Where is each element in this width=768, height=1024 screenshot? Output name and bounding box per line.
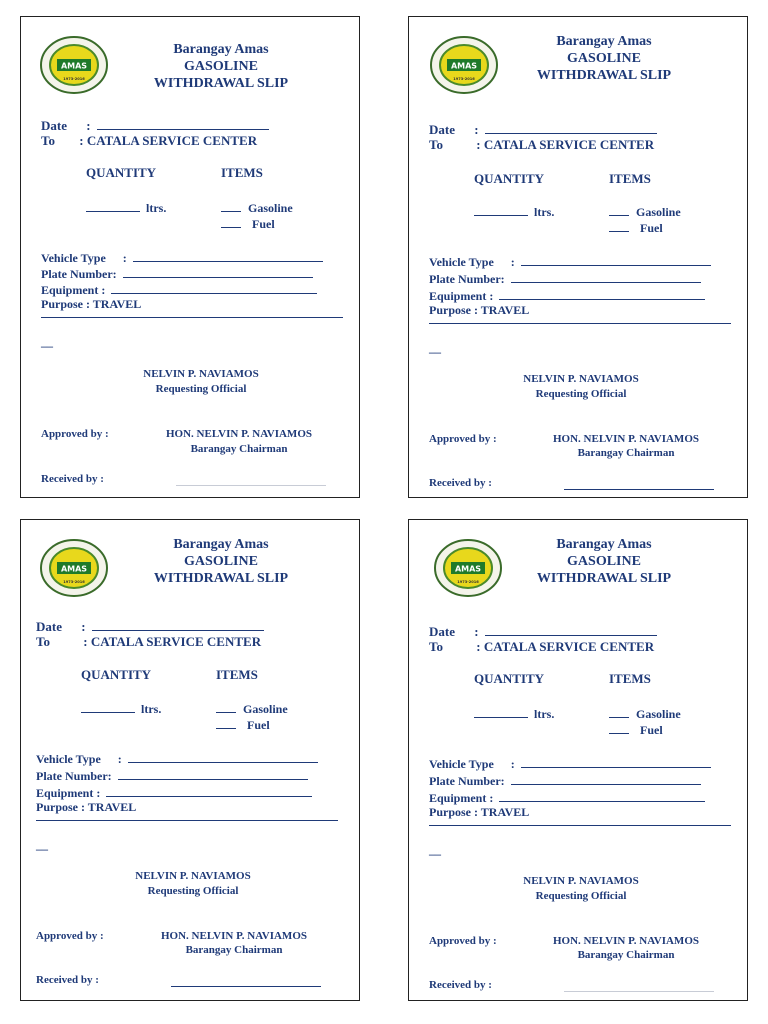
approved-title: Barangay Chairman [577, 447, 675, 459]
equipment-field[interactable] [111, 281, 317, 294]
gasoline-checkline[interactable] [609, 203, 629, 216]
quantity-label: QUANTITY [474, 671, 545, 686]
slip-header: Barangay Amas GASOLINE WITHDRAWAL SLIP [536, 537, 672, 586]
equipment-field[interactable] [499, 287, 705, 300]
svg-text:1973-2016: 1973-2016 [457, 580, 479, 584]
plate-number-field[interactable] [511, 772, 701, 785]
vehicle-type-row: Vehicle Type : [429, 755, 711, 772]
to-row: To : CATALA SERVICE CENTER [36, 634, 262, 649]
items-label: ITEMS [216, 667, 258, 682]
fuel-option: Fuel [609, 219, 663, 236]
liters-row: ltrs. [474, 203, 554, 220]
equipment-field[interactable] [499, 789, 705, 802]
fuel-checkline[interactable] [216, 716, 236, 729]
date-field[interactable] [485, 121, 657, 134]
requesting-title: Requesting Official [535, 890, 627, 902]
to-row: To : CATALA SERVICE CENTER [429, 137, 655, 152]
withdrawal-slip-1 [20, 16, 360, 498]
plate-number-row: Plate Number: [429, 270, 701, 287]
gasoline-option: Gasoline [221, 199, 293, 216]
svg-text:AMAS: AMAS [60, 564, 88, 574]
date-field[interactable] [97, 117, 269, 130]
quantity-label: QUANTITY [86, 165, 157, 180]
equipment-row: Equipment : [36, 784, 312, 801]
items-label: ITEMS [609, 171, 651, 186]
date-field[interactable] [485, 623, 657, 636]
purpose-line[interactable] [36, 820, 338, 821]
items-label: ITEMS [609, 671, 651, 686]
items-label: ITEMS [221, 165, 263, 180]
to-row [41, 133, 257, 149]
requesting-name: NELVIN P. NAVIAMOS [143, 368, 259, 380]
requesting-name: NELVIN P. NAVIAMOS [135, 870, 251, 882]
svg-text:AMAS: AMAS [450, 61, 478, 71]
date-row: Date : [41, 117, 269, 134]
svg-text:1973-2016: 1973-2016 [63, 580, 85, 584]
plate-number-row: Plate Number: [36, 767, 308, 784]
withdrawal-slip-2 [408, 16, 748, 498]
gasoline-checkline[interactable] [216, 700, 236, 713]
received-by-line[interactable] [171, 986, 321, 987]
approved-by-label: Approved by : [36, 930, 104, 942]
gasoline-checkline[interactable] [221, 199, 241, 212]
plate-number-field[interactable] [123, 265, 313, 278]
barangay-seal-logo [39, 35, 109, 95]
quantity-label: QUANTITY [81, 667, 152, 682]
requesting-title: Requesting Official [155, 383, 247, 395]
date-row: Date : [36, 618, 264, 635]
approved-name: HON. NELVIN P. NAVIAMOS [553, 433, 699, 445]
svg-text:1973-2016: 1973-2016 [453, 77, 475, 81]
equipment-row: Equipment : [429, 789, 705, 806]
gasoline-option: Gasoline [609, 705, 681, 722]
plate-number-field[interactable] [118, 767, 308, 780]
requesting-name: NELVIN P. NAVIAMOS [523, 373, 639, 385]
received-by-label: Received by : [429, 477, 492, 489]
vehicle-type-field[interactable] [521, 755, 711, 768]
slip-header: Barangay Amas GASOLINE WITHDRAWAL SLIP [536, 34, 672, 83]
received-by-line[interactable] [564, 991, 714, 992]
plate-number-row: Plate Number: [429, 772, 701, 789]
gasoline-option: Gasoline [216, 700, 288, 717]
approved-name: HON. NELVIN P. NAVIAMOS [553, 935, 699, 947]
barangay-seal-logo [433, 538, 503, 598]
requesting-title: Requesting Official [147, 885, 239, 897]
vehicle-type-field[interactable] [521, 253, 711, 266]
fuel-checkline[interactable] [221, 215, 241, 228]
received-by-label: Received by : [41, 473, 104, 485]
header-barangay: Barangay Amas [173, 42, 269, 57]
liters-row: ltrs. [86, 199, 166, 216]
date-field[interactable] [92, 618, 264, 631]
withdrawal-slip-4 [408, 519, 748, 1001]
fuel-checkline[interactable] [609, 219, 629, 232]
approved-by-label: Approved by : [41, 428, 109, 440]
received-by-label: Received by : [429, 979, 492, 991]
fuel-option: Fuel [221, 215, 275, 232]
requesting-title: Requesting Official [535, 388, 627, 400]
received-by-line[interactable] [176, 485, 326, 486]
svg-text:1973-2016: 1973-2016 [63, 77, 85, 81]
approved-name: HON. NELVIN P. NAVIAMOS [166, 428, 312, 440]
fuel-option: Fuel [609, 721, 663, 738]
purpose-row: Purpose : TRAVEL [429, 805, 530, 819]
purpose-row: Purpose : TRAVEL [36, 800, 137, 814]
to-row: To : CATALA SERVICE CENTER [429, 639, 655, 654]
date-row: Date : [429, 623, 657, 640]
approved-title: Barangay Chairman [185, 944, 283, 956]
purpose-line[interactable] [429, 323, 731, 324]
vehicle-type-field[interactable] [133, 249, 323, 262]
received-by-line[interactable] [564, 489, 714, 490]
plate-number-field[interactable] [511, 270, 701, 283]
gasoline-checkline[interactable] [609, 705, 629, 718]
liters-field[interactable] [474, 705, 528, 718]
approved-by-label: Approved by : [429, 935, 497, 947]
liters-field[interactable] [474, 203, 528, 216]
equipment-field[interactable] [106, 784, 312, 797]
barangay-seal-logo [39, 538, 109, 598]
requesting-name: NELVIN P. NAVIAMOS [523, 875, 639, 887]
svg-text:AMAS: AMAS [454, 564, 482, 574]
purpose-line-end: __ [429, 341, 441, 355]
equipment-row: Equipment : [429, 287, 705, 304]
fuel-checkline[interactable] [609, 721, 629, 734]
date-row: Date : [429, 121, 657, 138]
barangay-seal-logo [429, 35, 499, 95]
header-gasoline: GASOLINE [184, 59, 258, 74]
liters-field[interactable] [86, 199, 140, 212]
quantity-label: QUANTITY [474, 171, 545, 186]
vehicle-type-row: Vehicle Type : [41, 249, 323, 266]
approved-name: HON. NELVIN P. NAVIAMOS [161, 930, 307, 942]
liters-field[interactable] [81, 700, 135, 713]
purpose-line[interactable] [41, 317, 343, 318]
withdrawal-slip-3 [20, 519, 360, 1001]
date-label: Date [41, 118, 67, 133]
vehicle-type-row: Vehicle Type : [429, 253, 711, 270]
purpose-row: Purpose : TRAVEL [41, 297, 142, 311]
vehicle-type-row: Vehicle Type : [36, 750, 318, 767]
to-label: To [41, 133, 55, 148]
approved-title: Barangay Chairman [577, 949, 675, 961]
vehicle-type-field[interactable] [128, 750, 318, 763]
approved-title: Barangay Chairman [190, 443, 288, 455]
slip-header: Barangay Amas GASOLINE WITHDRAWAL SLIP [153, 537, 289, 586]
purpose-line-end: __ [41, 335, 53, 349]
header-withdrawal-slip: WITHDRAWAL SLIP [153, 76, 289, 91]
purpose-row: Purpose : TRAVEL [429, 303, 530, 317]
liters-row: ltrs. [81, 700, 161, 717]
equipment-row: Equipment : [41, 281, 317, 298]
plate-number-row: Plate Number: [41, 265, 313, 282]
purpose-line-end: __ [429, 843, 441, 857]
received-by-label: Received by : [36, 974, 99, 986]
approved-by-label: Approved by : [429, 433, 497, 445]
svg-text:AMAS: AMAS [60, 61, 88, 71]
liters-row: ltrs. [474, 705, 554, 722]
gasoline-option: Gasoline [609, 203, 681, 220]
fuel-option: Fuel [216, 716, 270, 733]
purpose-line[interactable] [429, 825, 731, 826]
purpose-line-end: __ [36, 838, 48, 852]
slip-header [121, 41, 321, 92]
to-value: : CATALA SERVICE CENTER [79, 133, 258, 148]
